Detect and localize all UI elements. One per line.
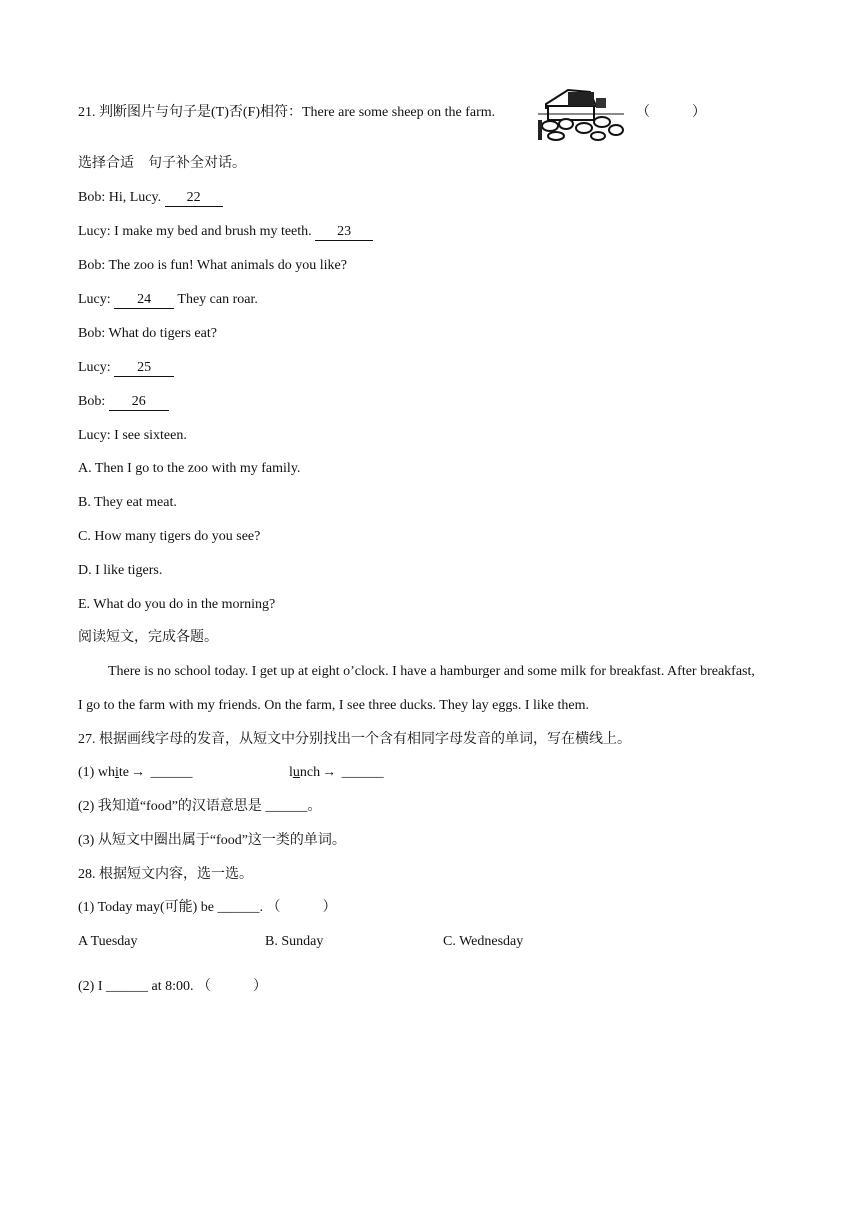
blank-23[interactable]: 23 [315, 224, 373, 241]
option-b: B. They eat meat. [78, 495, 177, 510]
question-21 [78, 103, 495, 123]
dialogue-line: Bob: The zoo is fun! What animals do you like? [78, 258, 347, 273]
blank-22[interactable]: 22 [165, 190, 223, 207]
question-27-part-2: (2) 我知道“food”的汉语意思是 ______。 [78, 799, 322, 814]
question-21-label: 21. [78, 105, 96, 120]
answer-parentheses[interactable]: （ ） [636, 105, 706, 120]
word-lunch: lunch [289, 765, 321, 780]
reading-passage: There is no school today. I get up at eight o’clock. I have a hamburger and some milk for breakfast. After breakfast, I go to the farm with my friends. On the farm, I see three ducks. They lay eggs. I like them. [78, 664, 755, 713]
dialogue-line: Bob: 26 [78, 392, 169, 412]
dialogue-line: Lucy: 25 [78, 358, 174, 378]
question-28-option-c[interactable]: C. Wednesday [443, 934, 524, 949]
option-c: C. How many tigers do you see? [78, 529, 261, 544]
option-a: A. Then I go to the zoo with my family. [78, 461, 301, 476]
blank-lunch[interactable]: ______ [341, 765, 384, 780]
dialogue-line: Lucy: I see sixteen. [78, 428, 187, 443]
dialogue-line: Lucy: I make my bed and brush my teeth. 23 [78, 222, 373, 242]
dialogue-line: Lucy: 24 They can roar. [78, 292, 258, 307]
reading-instruction: 阅读短文，完成各题。 [78, 630, 218, 645]
question-27-part-1: (1) white → ______ [78, 763, 192, 783]
farm-sheep-picture [538, 84, 624, 142]
option-d: D. I like tigers. [78, 563, 163, 578]
blank-25[interactable]: 25 [114, 360, 174, 377]
arrow-icon: → [322, 765, 337, 780]
dialogue-line: Bob: Hi, Lucy. 22 [78, 188, 223, 208]
question-21-text: 判断图片与句子是(T)否(F)相符：There are some sheep on the farm. [99, 105, 496, 120]
question-28-title: 28. 根据短文内容，选一选。 [78, 867, 253, 882]
question-28-option-a[interactable]: A Tuesday [78, 934, 138, 949]
blank-26[interactable]: 26 [109, 394, 169, 411]
dialogue-line: Bob: What do tigers eat? [78, 326, 217, 341]
question-28-part-1: (1) Today may(可能) be ______. （ ） [78, 900, 337, 915]
question-27-part-1b [289, 763, 384, 783]
dialogue-instruction: 选择合适 句子补全对话。 [78, 156, 246, 171]
question-27-part-3: (3) 从短文中圈出属于“food”这一类的单词。 [78, 833, 346, 848]
option-e: E. What do you do in the morning? [78, 597, 276, 612]
blank-white[interactable]: ______ [150, 765, 193, 780]
arrow-icon: → [130, 765, 145, 780]
word-white: white [97, 765, 129, 780]
question-28-option-b[interactable]: B. Sunday [265, 934, 324, 949]
question-27-title: 27. 根据画线字母的发音，从短文中分别找出一个含有相同字母发音的单词，写在横线上。 [78, 732, 631, 747]
question-28-part-2: (2) I ______ at 8:00. （ ） [78, 979, 267, 994]
blank-24[interactable]: 24 [114, 292, 174, 309]
